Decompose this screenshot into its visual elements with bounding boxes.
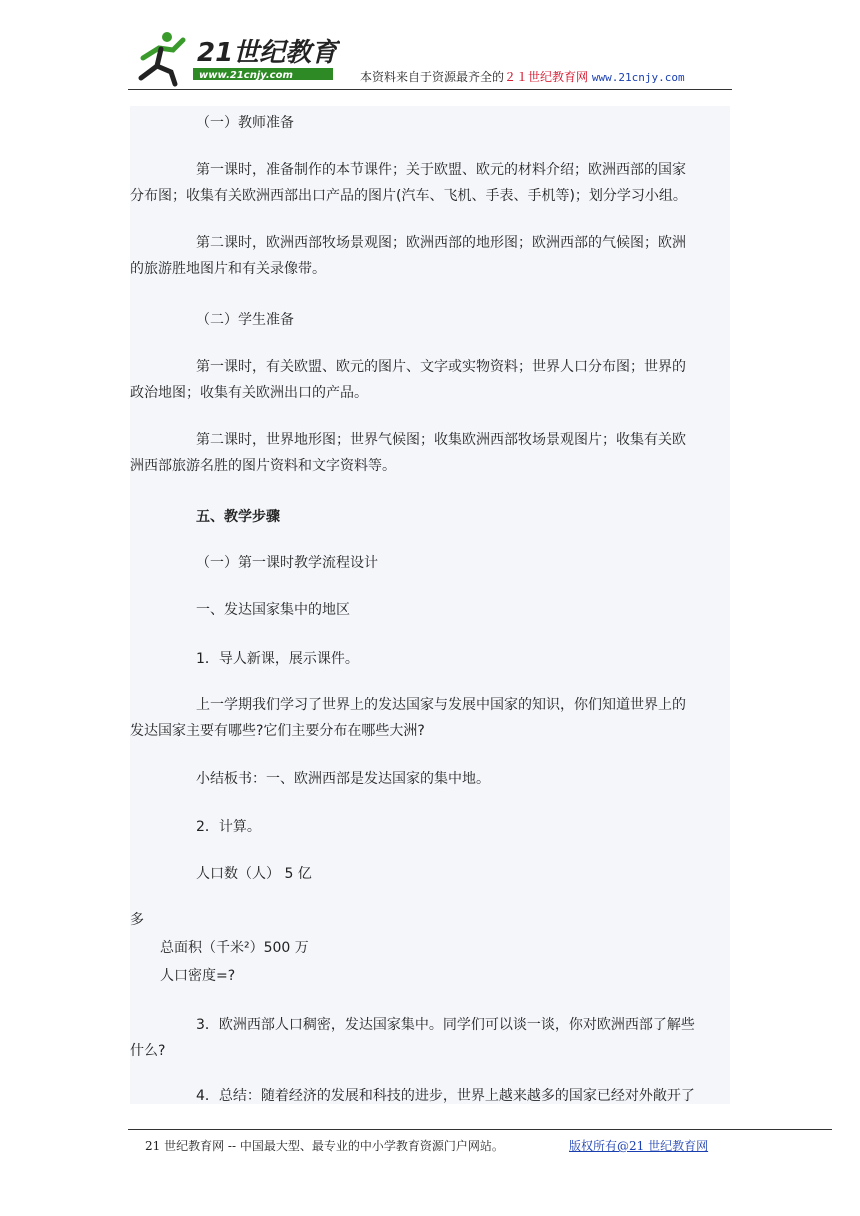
paragraph: 洲西部旅游名胜的图片资料和文字资料等。 [130, 458, 396, 474]
paragraph: 1．导人新课，展示课件。 [196, 651, 359, 667]
paragraph: 人口密度=? [160, 968, 236, 984]
paragraph: 第二课时，世界地形图；世界气候图；收集欧洲西部牧场景观图片；收集有关欧 [196, 432, 686, 448]
paragraph: 什么? [130, 1043, 166, 1059]
paragraph: 4．总结：随着经济的发展和科技的进步，世界上越来越多的国家已经对外敞开了 [196, 1088, 695, 1104]
paragraph: 政治地图；收集有关欧洲出口的产品。 [130, 385, 368, 401]
document-body [130, 106, 730, 1104]
running-man-icon [141, 32, 183, 84]
site-logo [135, 28, 340, 88]
paragraph: 第一课时，有关欧盟、欧元的图片、文字或实物资料；世界人口分布图；世界的 [196, 359, 686, 375]
paragraph: （一）第一课时教学流程设计 [196, 555, 378, 571]
section-heading: 五、教学步骤 [196, 509, 280, 525]
logo-url: www.21cnjy.com [199, 70, 293, 81]
paragraph: 第一课时，准备制作的本节课件；关于欧盟、欧元的材料介绍；欧洲西部的国家 [196, 162, 686, 178]
paragraph: 总面积（千米²）500 万 [160, 940, 309, 956]
header-url-link[interactable]: www.21cnjy.com [591, 71, 685, 84]
paragraph: 上一学期我们学习了世界上的发达国家与发展中国家的知识，你们知道世界上的 [196, 697, 686, 713]
header-prefix: 本资料来自于资源最齐全的 [360, 70, 505, 84]
logo-text: 21世纪教育 [197, 38, 338, 68]
paragraph: 3．欧洲西部人口稠密，发达国家集中。同学们可以谈一谈，你对欧洲西部了解些 [196, 1017, 695, 1033]
paragraph: 的旅游胜地图片和有关录像带。 [130, 261, 326, 277]
paragraph: 多 [130, 912, 144, 928]
footer-divider [128, 1129, 832, 1130]
paragraph: 第二课时，欧洲西部牧场景观图；欧洲西部的地形图；欧洲西部的气候图；欧洲 [196, 235, 686, 251]
paragraph: 发达国家主要有哪些?它们主要分布在哪些大洲? [130, 723, 425, 739]
header-divider [128, 89, 732, 90]
header-brand-link[interactable]: ２１世纪教育网 [504, 70, 589, 84]
paragraph: （一）教师准备 [196, 115, 294, 131]
footer-copyright-link[interactable]: 版权所有@21 世纪教育网 [569, 1139, 709, 1153]
header-tagline [360, 68, 685, 85]
paragraph: 小结板书：一、欧洲西部是发达国家的集中地。 [196, 771, 490, 787]
paragraph: 2．计算。 [196, 819, 261, 835]
paragraph: （二）学生准备 [196, 312, 294, 328]
paragraph: 分布图；收集有关欧洲西部出口产品的图片(汽车、飞机、手表、手机等)；划分学习小组。 [130, 188, 687, 204]
paragraph: 一、发达国家集中的地区 [196, 602, 350, 618]
footer-text: 21 世纪教育网 -- 中国最大型、最专业的中小学教育资源门户网站。 [145, 1139, 504, 1153]
paragraph: 人口数（人） 5 亿 [196, 866, 312, 882]
